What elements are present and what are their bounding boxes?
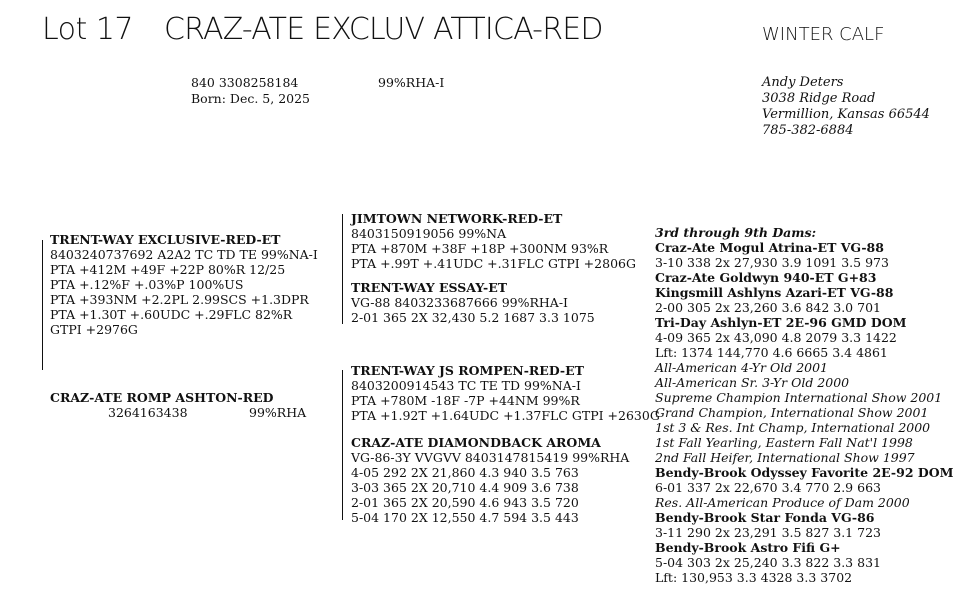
birth-date: Born: Dec. 5, 2025 (191, 91, 311, 106)
dam-dam-name: CRAZ-ATE DIAMONDBACK AROMA (351, 435, 601, 450)
sire-line: 8403240737692 A2A2 TC TD TE 99%NA-I (50, 247, 318, 262)
sire-line: PTA +412M +49F +22P 80%R 12/25 (50, 262, 286, 277)
sire-line: PTA +1.30T +.60UDC +.29FLC 82%R (50, 307, 293, 322)
breed-percentage: 99%RHA-I (378, 75, 445, 90)
sire-sire-line: PTA +870M +38F +18P +300NM 93%R (351, 241, 609, 256)
dam-percentage: 99%RHA (249, 405, 307, 420)
pedigree-line-sire (42, 240, 43, 370)
sire-block (50, 232, 318, 337)
dam-sire-line: PTA +780M -18F -7P +44NM 99%R (351, 393, 580, 408)
pedigree-line-dam-side (342, 370, 343, 520)
dam-entry-line: 3-11 290 2x 23,291 3.5 827 3.1 723 (655, 525, 881, 540)
animal-name: CRAZ-ATE EXCLUV ATTICA-RED (164, 12, 603, 47)
dam-entry-line: Bendy-Brook Odyssey Favorite 2E-92 DOM (655, 465, 954, 480)
dam-dam-line: 3-03 365 2X 20,710 4.4 909 3.6 738 (351, 480, 579, 495)
sire-dam-block (351, 280, 595, 325)
sire-name: TRENT-WAY EXCLUSIVE-RED-ET (50, 232, 281, 247)
dam-entry-line: 2nd Fall Heifer, International Show 1997 (655, 450, 915, 465)
dam-entry-line: Craz-Ate Goldwyn 940-ET G+83 (655, 270, 877, 285)
owner-address: 3038 Ridge Road (762, 91, 876, 106)
lot-number: Lot 17 (42, 12, 134, 47)
dams-heading: 3rd through 9th Dams: (655, 225, 817, 240)
dam-entry-line: 4-09 365 2x 43,090 4.8 2079 3.3 1422 (655, 330, 897, 345)
dam-dam-line: 2-01 365 2X 20,590 4.6 943 3.5 720 (351, 495, 579, 510)
sire-dam-line: VG-88 8403233687666 99%RHA-I (351, 295, 568, 310)
sire-dam-name: TRENT-WAY ESSAY-ET (351, 280, 508, 295)
sire-sire-name: JIMTOWN NETWORK-RED-ET (351, 211, 563, 226)
sire-sire-line: PTA +.99T +.41UDC +.31FLC GTPI +2806G (351, 256, 636, 271)
pedigree-line-sire-side (342, 214, 343, 324)
dam-sire-line: 8403200914543 TC TE TD 99%NA-I (351, 378, 581, 393)
dam-entry-line: Bendy-Brook Astro Fifi G+ (655, 540, 841, 555)
dam-entry-line: All-American Sr. 3-Yr Old 2000 (655, 375, 850, 390)
owner-city: Vermillion, Kansas 66544 (762, 107, 930, 122)
registration-number: 840 3308258184 (191, 75, 299, 90)
sire-line: PTA +.12%F +.03%P 100%US (50, 277, 244, 292)
dam-entry-line: Tri-Day Ashlyn-ET 2E-96 GMD DOM (655, 315, 907, 330)
dam-sire-name: TRENT-WAY JS ROMPEN-RED-ET (351, 363, 584, 378)
dam-entry-line: Lft: 130,953 3.3 4328 3.3 3702 (655, 570, 853, 585)
sire-line: PTA +393NM +2.2PL 2.99SCS +1.3DPR (50, 292, 309, 307)
dam-name: CRAZ-ATE ROMP ASHTON-RED (50, 390, 274, 405)
dam-entry-line: Grand Champion, International Show 2001 (655, 405, 929, 420)
dam-sire-line: PTA +1.92T +1.64UDC +1.37FLC GTPI +2630G (351, 408, 660, 423)
extended-dams-list (655, 225, 953, 585)
sire-sire-line: 8403150919056 99%NA (351, 226, 507, 241)
dam-entry-line: 3-10 338 2x 27,930 3.9 1091 3.5 973 (655, 255, 889, 270)
dam-dam-line: 5-04 170 2X 12,550 4.7 594 3.5 443 (351, 510, 579, 525)
sire-sire-block (351, 211, 636, 271)
sire-dam-line: 2-01 365 2X 32,430 5.2 1687 3.3 1075 (351, 310, 595, 325)
owner-phone: 785-382-6884 (762, 123, 854, 138)
dam-dam-block (351, 435, 629, 525)
dam-block (50, 390, 274, 405)
dam-entry-line: Bendy-Brook Star Fonda VG-86 (655, 510, 875, 525)
dam-sire-block (351, 363, 660, 423)
dam-entry-line: Supreme Champion International Show 2001 (655, 390, 943, 405)
dam-entry-line: 6-01 337 2x 22,670 3.4 770 2.9 663 (655, 480, 881, 495)
owner-name: Andy Deters (762, 75, 844, 90)
dam-entry-line: Craz-Ate Mogul Atrina-ET VG-88 (655, 240, 884, 255)
dam-entry-line: All-American 4-Yr Old 2001 (655, 360, 829, 375)
dam-entry-line: Res. All-American Produce of Dam 2000 (655, 495, 910, 510)
dam-entry-line: 1st 3 & Res. Int Champ, International 2000 (655, 420, 931, 435)
sire-line: GTPI +2976G (50, 322, 138, 337)
owner-info (762, 75, 930, 139)
dam-entry-line: 2-00 305 2x 23,260 3.6 842 3.0 701 (655, 300, 881, 315)
dam-entry-line: 5-04 303 2x 25,240 3.3 822 3.3 831 (655, 555, 881, 570)
dam-entry-line: 1st Fall Yearling, Eastern Fall Nat'l 1998 (655, 435, 913, 450)
dam-entry-line: Kingsmill Ashlyns Azari-ET VG-88 (655, 285, 894, 300)
dam-registration: 3264163438 (108, 405, 188, 420)
dam-dam-line: VG-86-3Y VVGVV 8403147815419 99%RHA (351, 450, 630, 465)
dam-entry-line: Lft: 1374 144,770 4.6 6665 3.4 4861 (655, 345, 888, 360)
animal-class: WINTER CALF (762, 24, 885, 45)
dam-dam-line: 4-05 292 2X 21,860 4.3 940 3.5 763 (351, 465, 579, 480)
